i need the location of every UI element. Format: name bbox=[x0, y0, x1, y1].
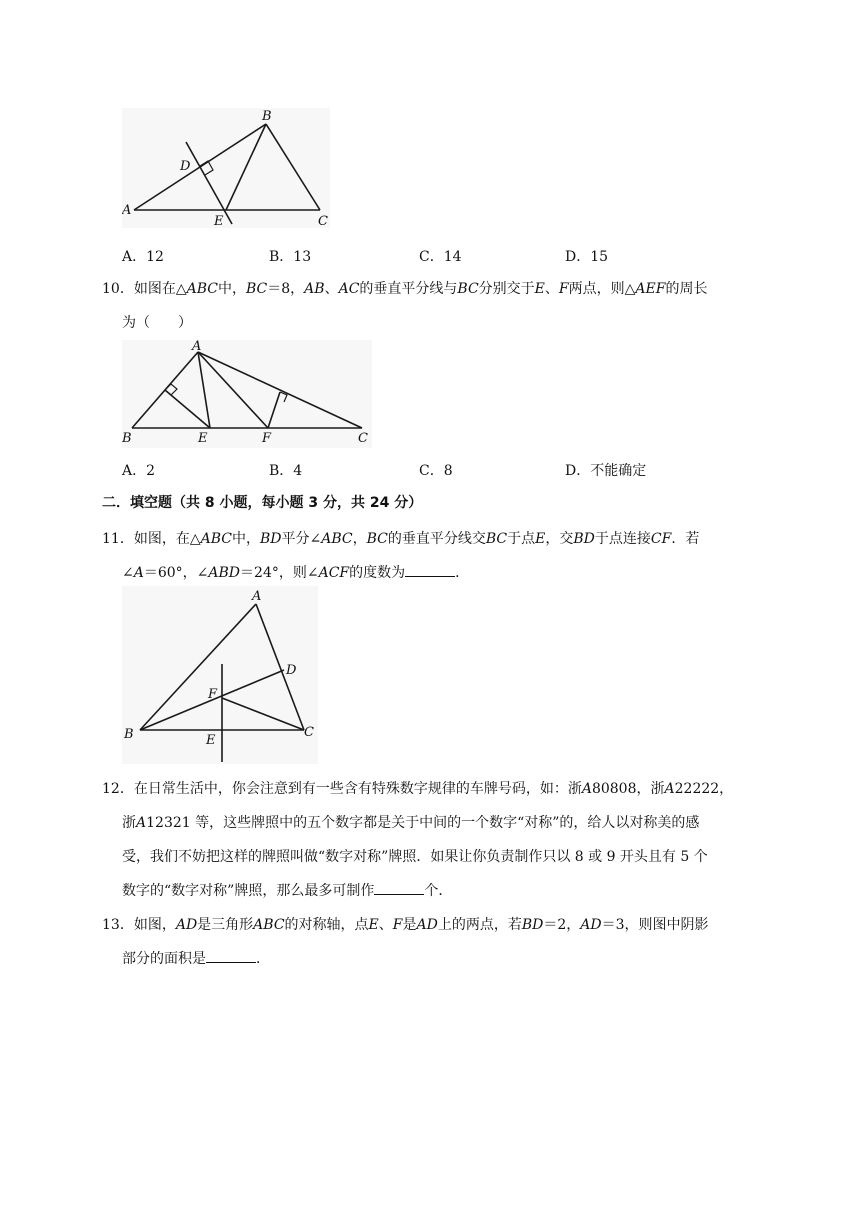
q12-text: 80808，浙 bbox=[591, 781, 665, 797]
q11-figure bbox=[122, 586, 318, 764]
q9-label-a: A bbox=[122, 203, 132, 218]
q10-text: 、 bbox=[544, 281, 559, 297]
q12-text: 12321 等，这些牌照中的五个数字都是关于中间的一个数字“对称”的，给人以对称美的感 bbox=[146, 815, 700, 831]
q11-answer-blank[interactable] bbox=[405, 562, 455, 577]
q10-option-a[interactable]: A．2 bbox=[122, 463, 156, 479]
q11-text: 于点 bbox=[507, 531, 536, 547]
q13-text: ． bbox=[256, 951, 270, 967]
q10-var: ABC bbox=[186, 281, 218, 297]
q10-var: BC bbox=[457, 281, 479, 297]
q11-var: BD bbox=[573, 531, 595, 547]
q13-text: 、 bbox=[378, 917, 393, 933]
q10-label-c: C bbox=[358, 431, 368, 446]
q10-text: ＝8， bbox=[267, 281, 305, 297]
q10-number: 10． bbox=[102, 281, 134, 297]
q13-text: 的对称轴，点 bbox=[284, 917, 369, 933]
q10-var: BC bbox=[245, 281, 268, 297]
q11-var: ABC bbox=[200, 531, 232, 547]
q11-var: ABD bbox=[208, 565, 241, 581]
q12-var: A bbox=[581, 781, 592, 797]
q10-var: AC bbox=[338, 281, 360, 297]
section-heading-fill-in: 二．填空题（共 8 小题，每小题 3 分，共 24 分） bbox=[102, 495, 423, 511]
q10-label-f: F bbox=[262, 431, 272, 446]
q11-var: BC bbox=[485, 531, 508, 547]
q9-label-e: E bbox=[214, 214, 224, 228]
q11-var: A bbox=[133, 565, 144, 581]
q12-text: 浙 bbox=[122, 815, 136, 831]
q11-text: ∠ bbox=[122, 565, 134, 581]
q11-label-c: C bbox=[304, 725, 314, 740]
q11-var: BC bbox=[366, 531, 388, 547]
q9-option-d[interactable]: D．15 bbox=[565, 249, 609, 265]
q10-text: 分别交于 bbox=[478, 281, 535, 297]
q11-text: 于点连接 bbox=[594, 531, 651, 547]
q11-triangle-diagram bbox=[122, 586, 318, 764]
q13-stem-line1 bbox=[102, 914, 709, 934]
q9-figure bbox=[122, 108, 330, 228]
q10-option-b[interactable]: B．4 bbox=[269, 463, 303, 479]
q11-text: ＝24°，则∠ bbox=[240, 565, 319, 581]
q12-text: 22222， bbox=[674, 781, 734, 797]
q10-option-c[interactable]: C．8 bbox=[419, 463, 453, 479]
q11-text: ．若 bbox=[671, 531, 700, 547]
q12-stem-line2 bbox=[122, 812, 699, 832]
q10-text: 的垂直平分线与 bbox=[359, 281, 458, 297]
q11-var: ABC bbox=[321, 531, 353, 547]
q11-text: 的垂直平分线交 bbox=[387, 531, 486, 547]
q11-text: 如图，在△ bbox=[133, 531, 201, 547]
q11-text: ＝60°，∠ bbox=[143, 565, 209, 581]
q13-number: 13． bbox=[102, 917, 134, 933]
q13-text: 如图， bbox=[133, 917, 176, 933]
q10-option-d[interactable]: D．不能确定 bbox=[565, 463, 647, 479]
q12-answer-blank[interactable] bbox=[374, 880, 424, 895]
q10-text: 、 bbox=[324, 281, 339, 297]
q10-stem-line1 bbox=[102, 278, 707, 298]
q11-text: ． bbox=[455, 565, 470, 581]
q13-var: E bbox=[368, 917, 379, 933]
q10-stem-line2: 为（ ） bbox=[122, 315, 192, 331]
q13-text: 是 bbox=[402, 917, 417, 933]
q11-label-e: E bbox=[206, 733, 216, 748]
q13-text: ＝2， bbox=[543, 917, 581, 933]
q10-options bbox=[122, 460, 762, 482]
q13-text: ＝3，则图中阴影 bbox=[601, 917, 709, 933]
q11-label-a: A bbox=[252, 589, 262, 604]
q12-text: 在日常生活中，你会注意到有一些含有特殊数字规律的车牌号码，如：浙 bbox=[133, 781, 582, 797]
q9-option-c[interactable]: C．14 bbox=[419, 249, 462, 265]
q9-label-d: D bbox=[180, 159, 191, 174]
q13-var: BD bbox=[521, 917, 544, 933]
q9-label-c: C bbox=[318, 214, 328, 228]
q13-stem-line2 bbox=[122, 948, 270, 968]
q10-var: E bbox=[534, 281, 545, 297]
q13-var: AD bbox=[175, 917, 198, 933]
q11-text: 的度数为 bbox=[349, 565, 406, 581]
q11-var: ACF bbox=[318, 565, 350, 581]
q9-label-b: B bbox=[262, 109, 272, 124]
q12-text: 个． bbox=[424, 883, 453, 899]
q10-var: AB bbox=[304, 281, 325, 297]
q11-text: 平分∠ bbox=[281, 531, 322, 547]
q11-stem-line1 bbox=[102, 528, 699, 548]
q10-text: 的周长 bbox=[665, 281, 708, 297]
q13-var: F bbox=[392, 917, 403, 933]
q13-var: AD bbox=[580, 917, 602, 933]
q13-var: ABC bbox=[253, 917, 285, 933]
q11-label-f: F bbox=[208, 687, 218, 702]
q11-var: BD bbox=[259, 531, 282, 547]
q10-text: 如图在△ bbox=[133, 281, 187, 297]
q12-var: A bbox=[136, 815, 147, 831]
q11-var: CF bbox=[650, 531, 672, 547]
q12-stem-line4 bbox=[122, 880, 452, 900]
q12-text: 数字的“数字对称”牌照，那么最多可制作 bbox=[122, 883, 375, 899]
q11-number: 11． bbox=[102, 531, 134, 547]
q9-options bbox=[122, 246, 762, 268]
q11-text: ， bbox=[352, 531, 367, 547]
q10-label-b: B bbox=[122, 431, 132, 446]
q10-label-e: E bbox=[198, 431, 208, 446]
q10-text: 两点，则△ bbox=[568, 281, 636, 297]
q9-option-b[interactable]: B．13 bbox=[269, 249, 312, 265]
q11-text: 中， bbox=[231, 531, 260, 547]
q12-var: A bbox=[664, 781, 675, 797]
q12-stem-line1 bbox=[102, 778, 733, 798]
q13-text: 是三角形 bbox=[197, 917, 254, 933]
q9-option-a[interactable]: A．12 bbox=[122, 249, 164, 265]
q10-text: 中， bbox=[217, 281, 246, 297]
q13-answer-blank[interactable] bbox=[206, 948, 256, 963]
q10-figure bbox=[122, 340, 372, 448]
q10-label-a: A bbox=[192, 340, 202, 354]
q13-text: 上的两点，若 bbox=[437, 917, 522, 933]
q11-label-d: D bbox=[286, 663, 297, 678]
q11-text: ，交 bbox=[545, 531, 574, 547]
q13-text: 部分的面积是 bbox=[122, 951, 206, 967]
q12-stem-line3: 受，我们不妨把这样的牌照叫做“数字对称”牌照．如果让你负责制作只以 8 或 9 开头且有 5 个 bbox=[122, 849, 708, 865]
q10-var: AEF bbox=[635, 281, 666, 297]
q10-triangle-diagram bbox=[122, 340, 372, 448]
q11-var: E bbox=[535, 531, 546, 547]
q13-var: AD bbox=[416, 917, 438, 933]
q12-number: 12． bbox=[102, 781, 134, 797]
q10-var: F bbox=[558, 281, 569, 297]
q11-label-b: B bbox=[124, 727, 134, 742]
q9-triangle-diagram bbox=[122, 108, 330, 228]
q11-stem-line2 bbox=[122, 562, 469, 582]
